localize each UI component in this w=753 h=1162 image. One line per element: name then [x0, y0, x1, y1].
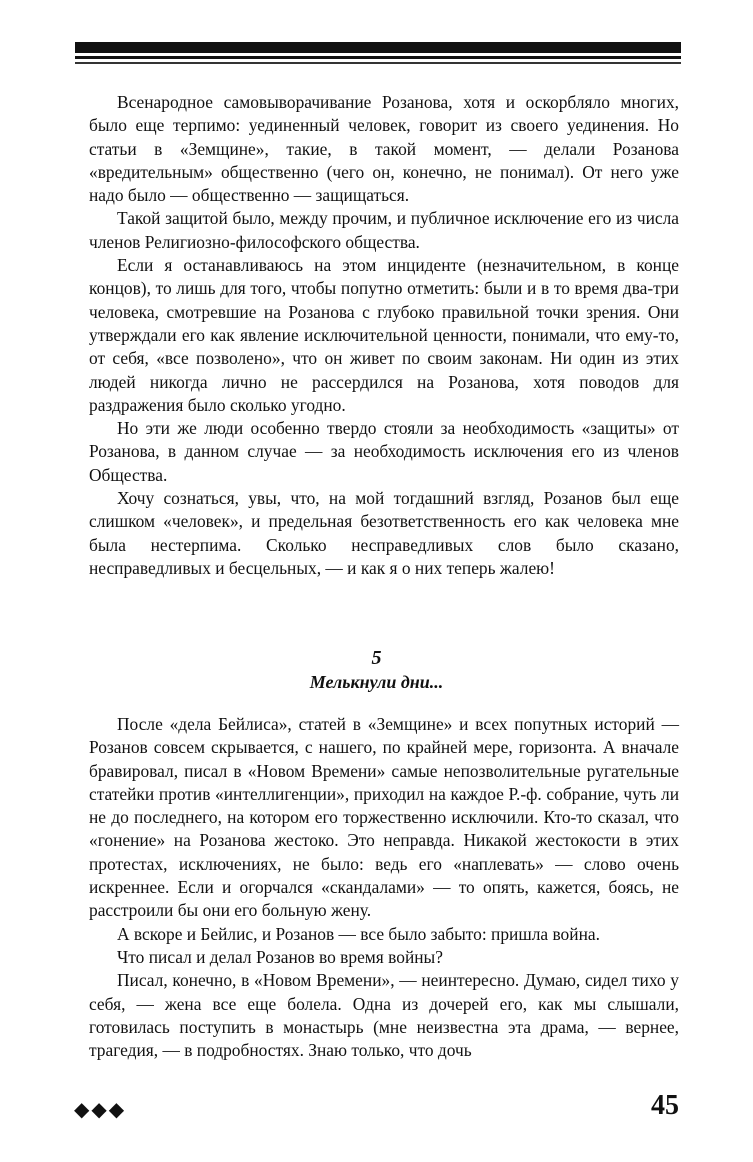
chapter-title: Мелькнули дни...: [309, 672, 444, 692]
section-2-text: [89, 713, 679, 1062]
paragraph: Если я останавливаюсь на этом инциденте (незначительном, в конце концов), то лишь для того, чтобы попутно отметить: были и в то время два-три человека, смотревшие на Розанова с глубоко правильной точки зрения. Они утверждали его как явление исключительной ценности, понимали, что ему-то, от себя, «все позволено», что он живет по своим законам. Ни один из этих людей никогда лично не рассердился на Розанова, хотя поводов для раздражения было сколько угодно.: [89, 255, 679, 415]
header-rule-medium: [75, 56, 681, 59]
paragraph: Всенародное самовыворачивание Розанова, хотя и оскорбляло многих, было еще терпимо: уединенный человек, говорит из своего уединения. Но статьи в «Земщине», такие, в такой момент, — делали Розанова «вредительным» общественно (чего он, конечно, не понимал). От него уже надо было — общественно — защищаться.: [89, 92, 679, 206]
paragraph: Что писал и делал Розанов во время войны?: [117, 946, 443, 967]
paragraph: Писал, конечно, в «Новом Времени», — неинтересно. Думаю, сидел тихо у себя, — жена все еще болела. Одна из дочерей его, как мы слышали, готовилась поступить в монастырь (мне неизвестна эта драма, — вернее, трагедия, — в подробностях. Знаю только, что дочь: [89, 970, 679, 1061]
footer-ornament: ◆◆◆: [74, 1097, 127, 1121]
paragraph: После «дела Бейлиса», статей в «Земщине» и всех попутных историй — Розанов совсем скрывается, с нашего, по крайней мере, горизонта. А вначале бравировал, писал в «Новом Времени» самые непозволительные ругательные статейки против «интеллигенции», приходил на каждое Р.-ф. собрание, чуть ли не до последнего, на котором его торжественно исключили. Кто-то сказал, что «гонение» на Розанова жестоко. Это неправда. Никакой жестокости в этих протестах, исключениях, не было: ведь его «наплевать» — слово очень искреннее. Если и огорчался «скандалами» — то опять, кажется, боясь, не расстроили бы они его больную жену.: [89, 714, 679, 921]
page-number: 45: [651, 1090, 679, 1121]
header-rule-thin: [75, 62, 681, 64]
paragraph: Такой защитой было, между прочим, и публичное исключение его из числа членов Религиозно-философского общества.: [89, 208, 679, 252]
paragraph: А вскоре и Бейлис, и Розанов — все было забыто: пришла война.: [117, 923, 600, 944]
paragraph: Но эти же люди особенно твердо стояли за необходимость «защиты» от Розанова, в данном случае — за необходимость исключения его из членов Общества.: [89, 418, 679, 485]
header-rule-thick: [75, 42, 681, 53]
paragraph: Хочу сознаться, увы, что, на мой тогдашний взгляд, Розанов был еще слишком «человек», и предельная безответственность его как человека мне была нестерпима. Сколько несправедливых слов было сказано, несправедливых и бесцельных, — и как я о них теперь жалею!: [89, 488, 679, 578]
chapter-number: 5: [371, 647, 382, 669]
section-1-text: [89, 91, 679, 580]
